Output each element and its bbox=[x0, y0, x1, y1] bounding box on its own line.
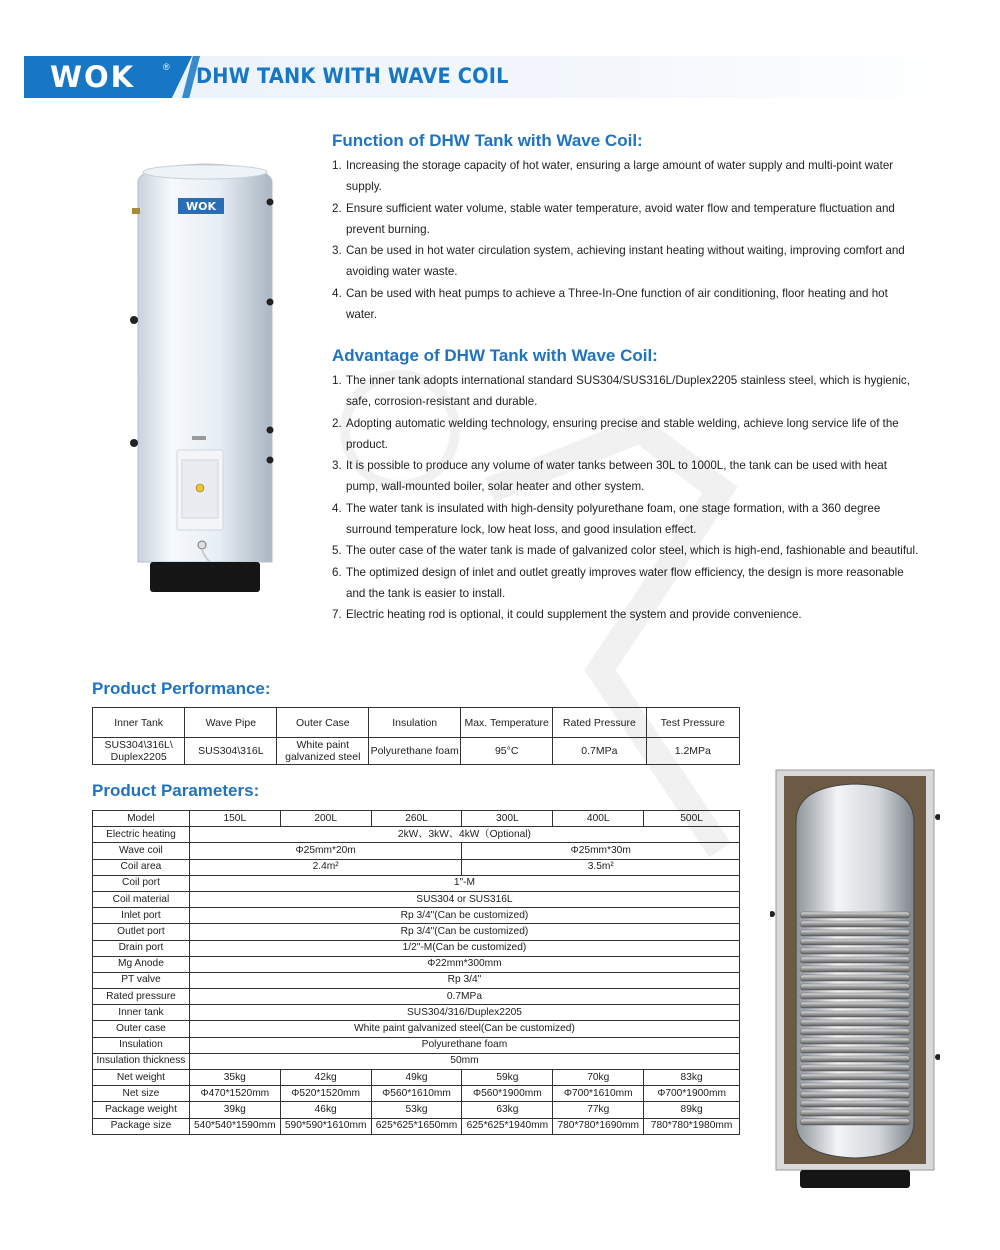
coil-turn bbox=[800, 1029, 910, 1035]
table-header-row bbox=[93, 811, 740, 827]
row-label: Net weight bbox=[93, 1070, 190, 1086]
list-item bbox=[332, 155, 932, 198]
coil-turn bbox=[800, 912, 910, 918]
coil-turn bbox=[800, 957, 910, 963]
table-row bbox=[93, 1005, 740, 1021]
item-line: Electric heating rod is optional, it could supplement the system and provide convenience. bbox=[346, 608, 802, 622]
table-row bbox=[93, 827, 740, 843]
coil-turn bbox=[800, 921, 910, 927]
row-label: Package size bbox=[93, 1118, 190, 1134]
item-line: Adopting automatic welding technology, ensuring precise and stable welding, achieve long service life of the bbox=[346, 416, 899, 430]
item-number: 2. bbox=[332, 201, 342, 215]
coil-turn bbox=[800, 966, 910, 972]
table-cell: 77kg bbox=[553, 1102, 644, 1118]
parameters-heading: Product Parameters: bbox=[92, 781, 260, 800]
header-cell: Rated Pressure bbox=[553, 708, 646, 738]
row-label: PT valve bbox=[93, 972, 190, 988]
table-cell: 0.7MPa bbox=[189, 989, 739, 1005]
function-list bbox=[332, 155, 932, 325]
table-cell: 780*780*1690mm bbox=[553, 1118, 644, 1134]
coil-turn bbox=[800, 1020, 910, 1026]
table-row bbox=[93, 875, 740, 891]
table-cell: 35kg bbox=[189, 1070, 280, 1086]
item-line: and the tank is easier to install. bbox=[346, 586, 506, 600]
row-label: Wave coil bbox=[93, 843, 190, 859]
table-cell: 39kg bbox=[189, 1102, 280, 1118]
item-line: The optimized design of inlet and outlet greatly improves water flow efficiency, the design is more reasonable bbox=[346, 565, 904, 579]
header-cell: Outer Case bbox=[277, 708, 369, 738]
table-cell: White paint galvanized steel bbox=[277, 738, 369, 765]
table-cell: 590*590*1610mm bbox=[280, 1118, 371, 1134]
table-row bbox=[93, 1118, 740, 1134]
row-label: Inner tank bbox=[93, 1005, 190, 1021]
table-cell: Polyurethane foam bbox=[369, 738, 461, 765]
table-row bbox=[93, 908, 740, 924]
item-line: The inner tank adopts international standard SUS304/SUS316L/Duplex2205 stainless steel, which is hygienic, bbox=[346, 374, 910, 387]
model-header: 300L bbox=[462, 811, 553, 827]
table-row bbox=[93, 843, 740, 859]
cutaway-illustration bbox=[770, 762, 940, 1192]
item-line: Can be used in hot water circulation system, achieving instant heating without waiting, improving comfort and bbox=[346, 244, 905, 258]
coil-turn bbox=[800, 1092, 910, 1098]
table-cell: Polyurethane foam bbox=[189, 1037, 739, 1053]
table-cell: 46kg bbox=[280, 1102, 371, 1118]
table-cell: 89kg bbox=[644, 1102, 740, 1118]
table-cell: Φ520*1520mm bbox=[280, 1086, 371, 1102]
tank-illustration bbox=[130, 160, 280, 600]
model-header: 500L bbox=[644, 811, 740, 827]
row-label: Package weight bbox=[93, 1102, 190, 1118]
row-label: Rated pressure bbox=[93, 989, 190, 1005]
item-number: 3. bbox=[332, 244, 342, 258]
item-line: The water tank is insulated with high-density polyurethane foam, one stage formation, with a 360 degree bbox=[346, 501, 881, 515]
coil-turn bbox=[800, 1002, 910, 1008]
table-row bbox=[93, 940, 740, 956]
coil-turn bbox=[800, 1119, 910, 1125]
coil-turn bbox=[800, 993, 910, 999]
list-item bbox=[332, 283, 932, 326]
table-cell: 2kW、3kW、4kW（Optional) bbox=[189, 827, 739, 843]
table-row bbox=[93, 989, 740, 1005]
table-row bbox=[93, 972, 740, 988]
tank-cutaway-image bbox=[770, 762, 940, 1192]
table-cell: 59kg bbox=[462, 1070, 553, 1086]
table-cell: 540*540*1590mm bbox=[189, 1118, 280, 1134]
page-header bbox=[24, 56, 976, 98]
table-cell: 50mm bbox=[189, 1053, 739, 1069]
coil-turn bbox=[800, 1047, 910, 1053]
row-label: Insulation bbox=[93, 1037, 190, 1053]
model-header: 150L bbox=[189, 811, 280, 827]
registered-mark: ® bbox=[163, 62, 170, 72]
coil-turn bbox=[800, 1074, 910, 1080]
item-number: 5. bbox=[332, 544, 342, 558]
table-cell: 1/2"-M(Can be customized) bbox=[189, 940, 739, 956]
coil-turn bbox=[800, 1056, 910, 1062]
item-line: water. bbox=[346, 308, 377, 322]
row-label: Inlet port bbox=[93, 908, 190, 924]
table-cell: 49kg bbox=[371, 1070, 462, 1086]
list-item bbox=[332, 198, 932, 241]
table-row bbox=[93, 859, 740, 875]
item-line: The outer case of the water tank is made of galvanized color steel, which is high-end, fashionable and beautiful. bbox=[346, 544, 919, 558]
table-cell: 2.4m² bbox=[189, 859, 462, 875]
table-cell: White paint galvanized steel(Can be customized) bbox=[189, 1021, 739, 1037]
tank-product-image bbox=[130, 160, 280, 600]
item-line: It is possible to produce any volume of water tanks between 30L to 1000L, the tank can be used with heat bbox=[346, 459, 887, 473]
table-row bbox=[93, 738, 740, 765]
list-item bbox=[332, 562, 932, 605]
table-cell: 63kg bbox=[462, 1102, 553, 1118]
item-line: Increasing the storage capacity of hot water, ensuring a large amount of water supply and multi-point water bbox=[346, 159, 894, 172]
table-row bbox=[93, 956, 740, 972]
table-header-row bbox=[93, 708, 740, 738]
coil-turn bbox=[800, 930, 910, 936]
coil-turn bbox=[800, 1065, 910, 1071]
brand-logo: WOK bbox=[50, 60, 136, 94]
table-cell: Φ22mm*300mm bbox=[189, 956, 739, 972]
table-cell: 95°C bbox=[461, 738, 553, 765]
table-row bbox=[93, 1021, 740, 1037]
list-item bbox=[332, 540, 932, 561]
table-cell: Φ25mm*20m bbox=[189, 843, 462, 859]
list-item bbox=[332, 240, 932, 283]
table-cell: 1"-M bbox=[189, 875, 739, 891]
table-row bbox=[93, 1086, 740, 1102]
item-line: Ensure sufficient water volume, stable water temperature, avoid water flow and temperature fluctuation and bbox=[346, 201, 895, 215]
model-header: 260L bbox=[371, 811, 462, 827]
table-cell: Φ560*1900mm bbox=[462, 1086, 553, 1102]
table-cell: 0.7MPa bbox=[553, 738, 646, 765]
list-item bbox=[332, 498, 932, 541]
row-label: Outer case bbox=[93, 1021, 190, 1037]
advantage-heading: Advantage of DHW Tank with Wave Coil: bbox=[332, 346, 658, 365]
item-line: prevent burning. bbox=[346, 222, 430, 236]
table-cell: Rp 3/4"(Can be customized) bbox=[189, 908, 739, 924]
header-cell: Insulation bbox=[369, 708, 461, 738]
table-cell: Rp 3/4"(Can be customized) bbox=[189, 924, 739, 940]
table-cell: Φ700*1900mm bbox=[644, 1086, 740, 1102]
coil-turn bbox=[800, 948, 910, 954]
item-number: 1. bbox=[332, 374, 342, 387]
coil-turn bbox=[800, 1101, 910, 1107]
table-cell: 1.2MPa bbox=[646, 738, 739, 765]
table-cell: SUS304\316L bbox=[185, 738, 277, 765]
table-cell: SUS304\316L\ Duplex2205 bbox=[93, 738, 185, 765]
row-label: Model bbox=[93, 811, 190, 827]
header-cell: Test Pressure bbox=[646, 708, 739, 738]
table-cell: Φ25mm*30m bbox=[462, 843, 740, 859]
table-row bbox=[93, 1053, 740, 1069]
table-cell: Φ560*1610mm bbox=[371, 1086, 462, 1102]
table-cell: 780*780*1980mm bbox=[644, 1118, 740, 1134]
item-number: 4. bbox=[332, 501, 342, 515]
item-number: 1. bbox=[332, 159, 342, 172]
coil-turn bbox=[800, 1011, 910, 1017]
coil-turn bbox=[800, 975, 910, 981]
model-header: 200L bbox=[280, 811, 371, 827]
item-number: 2. bbox=[332, 416, 342, 430]
table-cell: 42kg bbox=[280, 1070, 371, 1086]
advantage-list bbox=[332, 370, 932, 626]
performance-heading: Product Performance: bbox=[92, 679, 271, 698]
coil-turn bbox=[800, 984, 910, 990]
list-item bbox=[332, 370, 932, 413]
row-label: Outlet port bbox=[93, 924, 190, 940]
row-label: Coil area bbox=[93, 859, 190, 875]
header-cell: Inner Tank bbox=[93, 708, 185, 738]
page-title: DHW TANK WITH WAVE COIL bbox=[196, 64, 509, 88]
item-number: 4. bbox=[332, 286, 342, 300]
item-line: supply. bbox=[346, 180, 382, 194]
header-cell: Wave Pipe bbox=[185, 708, 277, 738]
table-row bbox=[93, 924, 740, 940]
function-heading: Function of DHW Tank with Wave Coil: bbox=[332, 131, 643, 150]
table-cell: 53kg bbox=[371, 1102, 462, 1118]
table-cell: 625*625*1940mm bbox=[462, 1118, 553, 1134]
item-line: avoiding water waste. bbox=[346, 265, 458, 279]
item-number: 6. bbox=[332, 565, 342, 579]
table-cell: SUS304/316/Duplex2205 bbox=[189, 1005, 739, 1021]
item-line: pump, wall-mounted boiler, solar heater and other system. bbox=[346, 480, 645, 494]
table-cell: 70kg bbox=[553, 1070, 644, 1086]
coil-turn bbox=[800, 1110, 910, 1116]
model-header: 400L bbox=[553, 811, 644, 827]
row-label: Mg Anode bbox=[93, 956, 190, 972]
coil-turn bbox=[800, 1038, 910, 1044]
header-cell: Max. Temperature bbox=[461, 708, 553, 738]
tank-logo-text: WOK bbox=[185, 200, 217, 213]
table-row bbox=[93, 1070, 740, 1086]
table-cell: 83kg bbox=[644, 1070, 740, 1086]
parameters-table bbox=[92, 810, 740, 1135]
item-number: 3. bbox=[332, 459, 342, 473]
item-number: 7. bbox=[332, 608, 342, 622]
coil-turn bbox=[800, 939, 910, 945]
row-label: Electric heating bbox=[93, 827, 190, 843]
table-cell: 625*625*1650mm bbox=[371, 1118, 462, 1134]
list-item bbox=[332, 455, 932, 498]
table-row bbox=[93, 891, 740, 907]
coil-turn bbox=[800, 1083, 910, 1089]
row-label: Drain port bbox=[93, 940, 190, 956]
performance-table bbox=[92, 707, 740, 765]
row-label: Coil material bbox=[93, 891, 190, 907]
row-label: Insulation thickness bbox=[93, 1053, 190, 1069]
table-cell: Rp 3/4" bbox=[189, 972, 739, 988]
parameters-table-body bbox=[93, 811, 740, 1135]
table-cell: 3.5m² bbox=[462, 859, 740, 875]
item-line: Can be used with heat pumps to achieve a Three-In-One function of air conditioning, floor heating and hot bbox=[346, 286, 888, 300]
row-label: Coil port bbox=[93, 875, 190, 891]
list-item bbox=[332, 413, 932, 456]
table-cell: SUS304 or SUS316L bbox=[189, 891, 739, 907]
table-cell: Φ700*1610mm bbox=[553, 1086, 644, 1102]
list-item bbox=[332, 604, 932, 625]
table-row bbox=[93, 1037, 740, 1053]
item-line: product. bbox=[346, 437, 388, 451]
row-label: Net size bbox=[93, 1086, 190, 1102]
item-line: surround temperature lock, low heat loss, and good insulation effect. bbox=[346, 523, 697, 537]
table-row bbox=[93, 1102, 740, 1118]
item-line: safe, corrosion-resistant and durable. bbox=[346, 395, 538, 409]
table-cell: Φ470*1520mm bbox=[189, 1086, 280, 1102]
